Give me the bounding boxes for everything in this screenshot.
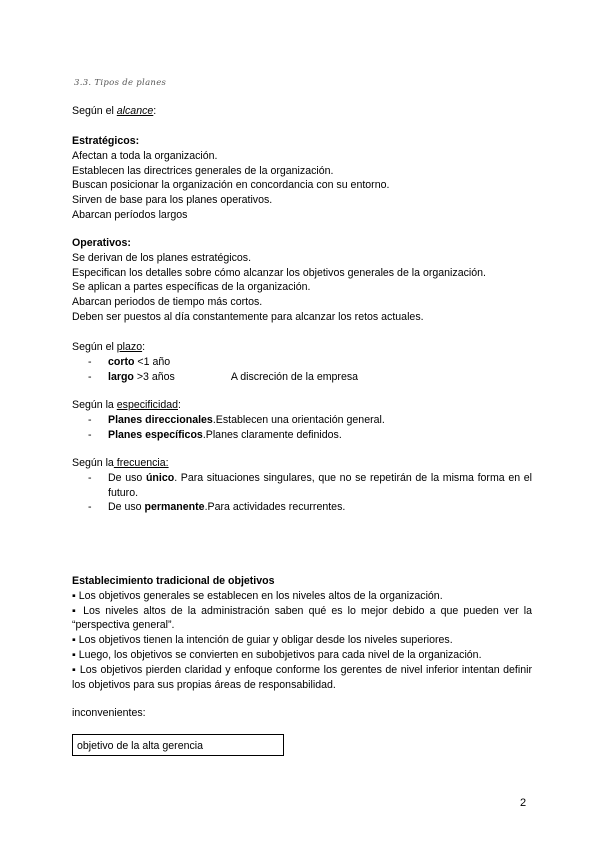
plazo-item-rest: >3 años (133, 370, 175, 383)
especificidad-term: especificidad (116, 399, 179, 411)
frecuencia-item-bold: permanente (144, 501, 205, 514)
frecuencia-item-rest: .Para actividades recurrentes. (204, 501, 346, 514)
plazo-section (72, 340, 532, 384)
plazo-note: A discreción de la empresa (230, 370, 359, 383)
tradicional-item: ▪ Los objetivos pierden claridad y enfoque conforme los gerentes de nivel inferior intentan definir los objetivos para sus propias áreas de responsabilidad. (72, 663, 532, 691)
plazo-term: plazo (116, 341, 143, 353)
especificidad-intro (72, 398, 532, 413)
tradicional-item: ▪ Luego, los objetivos se convierten en subobjetivos para cada nivel de la organización. (72, 648, 482, 661)
especificidad-item-bold: Planes específicos (108, 428, 203, 441)
especificidad-list (72, 413, 532, 443)
plazo-intro-suffix: : (142, 341, 146, 353)
especificidad-item-bold: Planes direccionales (108, 413, 213, 426)
plazo-intro (72, 340, 532, 355)
alcance-intro-prefix: Según el (72, 105, 117, 117)
inconvenientes-label: inconvenientes: (72, 707, 146, 719)
operativos-title: Operativos: (72, 237, 131, 249)
frecuencia-section (72, 456, 532, 515)
frecuencia-item-rest: . Para situaciones singulares, que no se repetirán de la misma forma en el futuro. (108, 471, 532, 499)
especificidad-section (72, 398, 532, 442)
estrategicos-item: Establecen las directrices generales de la organización. (72, 164, 334, 177)
estrategicos-item: Abarcan períodos largos (72, 208, 188, 221)
list-item (72, 355, 532, 370)
list-item (72, 428, 532, 443)
plazo-item-bold: corto (108, 355, 135, 368)
especificidad-item-rest: .Establecen una orientación general. (212, 413, 385, 426)
estrategicos-title: Estratégicos: (72, 135, 140, 147)
objective-box: objetivo de la alta gerencia (72, 734, 284, 756)
tradicional-section (72, 574, 532, 692)
estrategicos-item: Sirven de base para los planes operativos. (72, 194, 273, 207)
alcance-intro (72, 104, 532, 119)
frecuencia-item-bold: único (145, 471, 175, 484)
especificidad-item-rest: .Planes claramente definidos. (202, 428, 342, 441)
frecuencia-intro-prefix: Según la (72, 457, 114, 469)
plazo-item-bold: largo (108, 370, 134, 383)
plazo-intro-prefix: Según el (72, 341, 117, 353)
alcance-intro-suffix: : (153, 105, 157, 117)
especificidad-intro-prefix: Según la (72, 399, 117, 411)
operativos-section (72, 236, 532, 325)
especificidad-intro-suffix: : (178, 399, 181, 411)
frecuencia-item-pre: De uso (108, 501, 145, 514)
page-number: 2 (520, 797, 527, 809)
list-item (72, 413, 532, 428)
operativos-item: Especifican los detalles sobre cómo alcanzar los objetivos generales de la organización. (72, 266, 486, 279)
frecuencia-term: frecuencia: (113, 457, 169, 469)
operativos-item: Se derivan de los planes estratégicos. (72, 251, 252, 264)
section-heading: 3.3. Tipos de planes (74, 78, 167, 88)
tradicional-title: Establecimiento tradicional de objetivos (72, 575, 275, 587)
list-item (72, 500, 532, 515)
operativos-item: Deben ser puestos al día constantemente para alcanzar los retos actuales. (72, 310, 424, 323)
tradicional-item: ▪ Los objetivos generales se establecen en los niveles altos de la organización. (72, 589, 443, 602)
estrategicos-section (72, 134, 532, 223)
frecuencia-list (72, 471, 532, 515)
tradicional-item: ▪ Los niveles altos de la administración saben qué es lo mejor debido a que pueden ver la “perspectiva general”. (72, 604, 532, 632)
list-item (72, 370, 532, 385)
operativos-item: Se aplican a partes específicas de la organización. (72, 281, 311, 294)
frecuencia-intro (72, 456, 532, 471)
operativos-item: Abarcan periodos de tiempo más cortos. (72, 296, 263, 309)
plazo-item-rest: <1 año (134, 355, 171, 368)
tradicional-item: ▪ Los objetivos tienen la intención de guiar y obligar desde los niveles superiores. (72, 634, 453, 647)
estrategicos-item: Buscan posicionar la organización en concordancia con su entorno. (72, 179, 390, 192)
alcance-term: alcance (116, 105, 154, 117)
estrategicos-item: Afectan a toda la organización. (72, 149, 218, 162)
list-item (72, 471, 532, 501)
frecuencia-item-pre: De uso (108, 471, 146, 484)
plazo-list (72, 355, 532, 385)
